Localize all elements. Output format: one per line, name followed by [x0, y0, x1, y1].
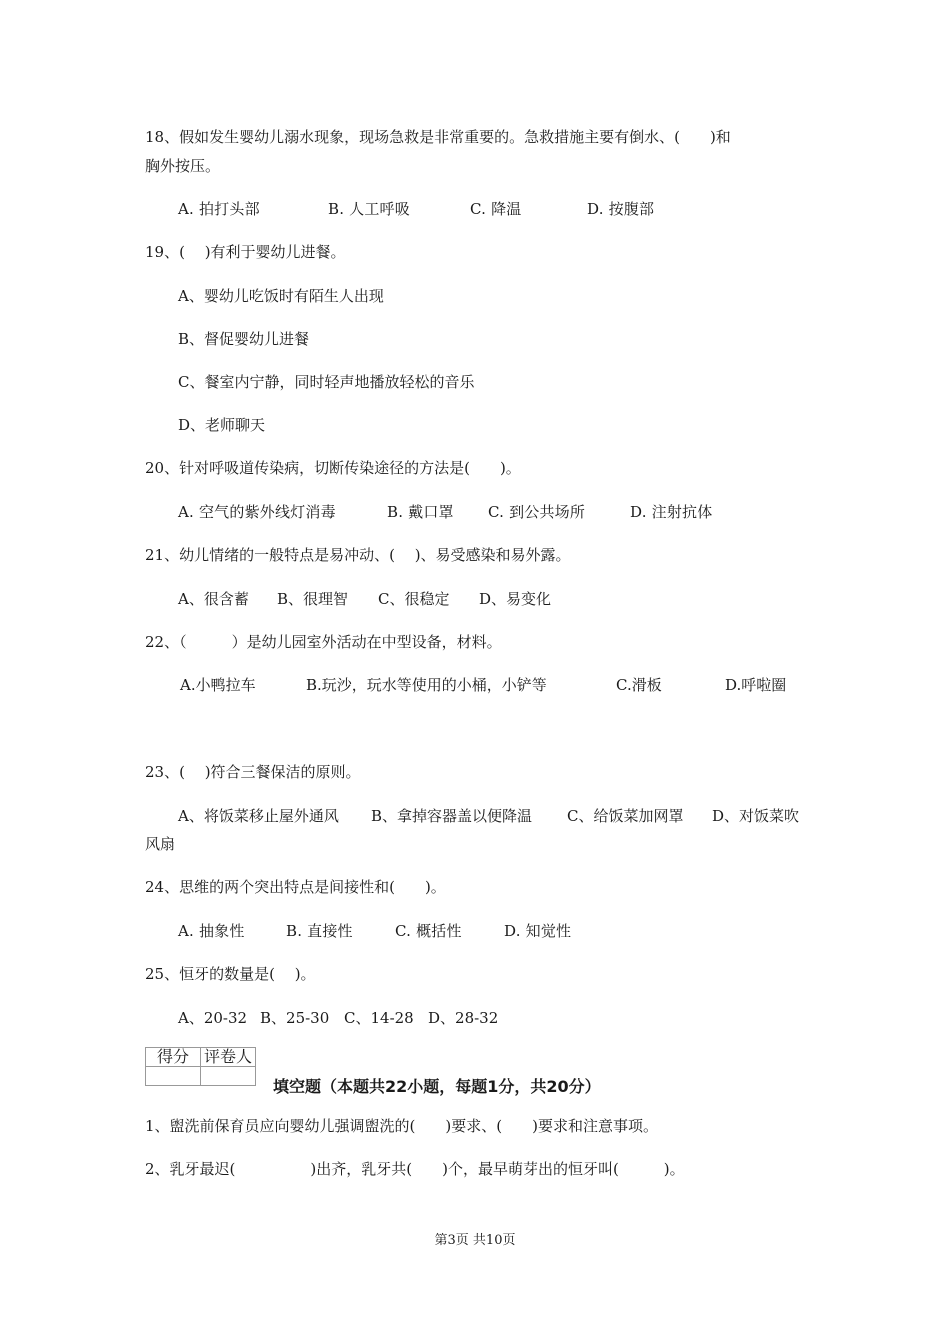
q25-option-d: D、28-32: [428, 1009, 499, 1027]
q19-option-d: D、老师聊天: [178, 416, 266, 434]
q19-option-a: A、婴幼儿吃饭时有陌生人出现: [178, 287, 384, 305]
q20-option-c: C. 到公共场所: [488, 503, 586, 521]
q20-option-d: D. 注射抗体: [630, 503, 713, 521]
q23-option-d-continuation: 风扇: [145, 835, 176, 853]
question-24: 24、思维的两个突出特点是间接性和( )。: [145, 878, 446, 896]
q23-option-d: D、对饭菜吹: [712, 807, 800, 825]
question-18-line2: 胸外按压。: [145, 157, 221, 175]
q22-option-c: C.滑板: [616, 676, 662, 694]
q23-option-b: B、拿掉容器盖以便降温: [371, 807, 533, 825]
q21-option-a: A、很含蓄: [178, 590, 249, 608]
question-19: 19、( )有利于婴幼儿进餐。: [145, 243, 346, 261]
q25-option-b: B、25-30: [260, 1009, 330, 1027]
page-footer: 第3页 共10页: [434, 1233, 516, 1248]
q20-option-a: A. 空气的紫外线灯消毒: [178, 503, 336, 521]
q21-option-d: D、易变化: [479, 590, 552, 608]
grader-label: 评卷人: [201, 1048, 256, 1067]
q21-option-b: B、很理智: [277, 590, 349, 608]
question-21: 21、幼儿情绪的一般特点是易冲动、( )、易受感染和易外露。: [145, 546, 571, 564]
score-box: [145, 1047, 256, 1086]
q25-option-c: C、14-28: [344, 1009, 414, 1027]
q25-option-a: A、20-32: [178, 1009, 248, 1027]
grader-cell: [201, 1067, 256, 1086]
q22-option-a: A.小鸭拉车: [180, 676, 256, 694]
fill-question-2: 2、乳牙最迟( )出齐，乳牙共( )个，最早萌芽出的恒牙叫( )。: [145, 1160, 685, 1178]
score-cell: [146, 1067, 201, 1086]
q20-option-b: B. 戴口罩: [387, 503, 454, 521]
q23-option-a: A、将饭菜移止屋外通风: [178, 807, 339, 825]
q18-option-a: A. 拍打头部: [178, 200, 260, 218]
q24-option-c: C. 概括性: [395, 922, 462, 940]
section-title: 填空题（本题共22小题，每题1分，共20分）: [273, 1077, 601, 1096]
q19-option-c: C、餐室内宁静，同时轻声地播放轻松的音乐: [178, 373, 475, 391]
q23-option-c: C、给饭菜加网罩: [567, 807, 684, 825]
q18-option-d: D. 按腹部: [587, 200, 655, 218]
q19-option-b: B、督促婴幼儿进餐: [178, 330, 310, 348]
q24-option-a: A. 抽象性: [178, 922, 245, 940]
question-25: 25、恒牙的数量是( )。: [145, 965, 316, 983]
q24-option-b: B. 直接性: [286, 922, 353, 940]
q21-option-c: C、很稳定: [378, 590, 450, 608]
q24-option-d: D. 知觉性: [504, 922, 572, 940]
question-20: 20、针对呼吸道传染病，切断传染途径的方法是( )。: [145, 459, 521, 477]
q18-option-c: C. 降温: [470, 200, 522, 218]
fill-question-1: 1、盥洗前保育员应向婴幼儿强调盥洗的( )要求、( )要求和注意事项。: [145, 1117, 658, 1135]
q18-option-b: B. 人工呼吸: [328, 200, 410, 218]
question-22: 22、（ ）是幼儿园室外活动在中型设备，材料。: [145, 633, 502, 651]
score-label: 得分: [146, 1048, 201, 1067]
q22-option-d: D.呼啦圈: [725, 676, 787, 694]
q22-option-b: B.玩沙，玩水等使用的小桶，小铲等: [306, 676, 547, 694]
question-23: 23、( )符合三餐保洁的原则。: [145, 763, 361, 781]
question-18-line1: 18、假如发生婴幼儿溺水现象，现场急救是非常重要的。急救措施主要有倒水、( )和: [145, 128, 731, 146]
